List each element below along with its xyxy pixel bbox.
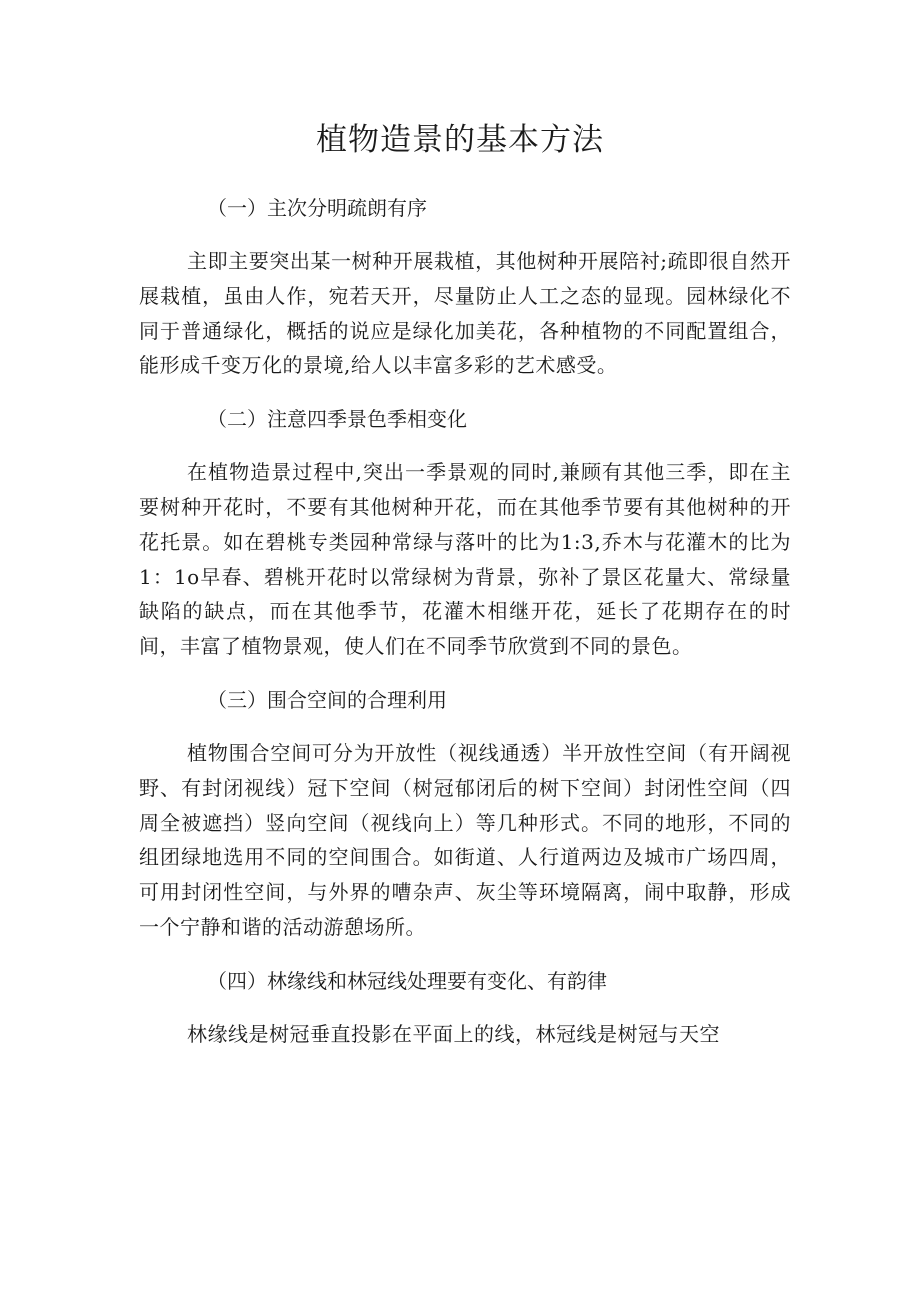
- section-heading-3: （三）围合空间的合理利用: [207, 687, 447, 712]
- section-paragraph-4: 林缘线是树冠垂直投影在平面上的线，林冠线是树冠与天空: [187, 1021, 720, 1046]
- section-heading-2: （二）注意四季景色季相变化: [207, 407, 467, 432]
- section-paragraph-3: 植物围合空间可分为开放性（视线通透）半开放性空间（有开阔视野、有封闭视线）冠下空间（树冠郁闭后的树下空间）封闭性空间（四周全被遮挡）竖向空间（视线向上）等几种形式。不同的地形，不同的组团绿地选用不同的空间围合。如街道、人行道两边及城市广场四周，可用封闭性空间，与外界的嘈杂声、灰尘等环境隔离，闹中取静，形成一个宁静和谐的活动游憩场所。: [139, 740, 791, 939]
- document-title: 植物造景的基本方法: [316, 122, 604, 158]
- section-paragraph-2: 在植物造景过程中,突出一季景观的同时,兼顾有其他三季，即在主要树种开花时，不要有其他树种开花，而在其他季节要有其他树种的开花托景。如在碧桃专类园种常绿与落叶的比为1:3,乔木与花灌木的比为1：1o早春、碧桃开花时以常绿树为背景，弥补了景区花量大、常绿量缺陷的缺点，而在其他季节，花灌木相继开花，延长了花期存在的时间，丰富了植物景观，使人们在不同季节欣赏到不同的景色。: [139, 460, 791, 659]
- section-paragraph-1: 主即主要突出某一树种开展栽植，其他树种开展陪衬;疏即很自然开展栽植，虽由人作，宛若天开，尽量防止人工之态的显现。园林绿化不同于普通绿化，概括的说应是绿化加美花，各种植物的不同配置组合，能形成千变万化的景境,给人以丰富多彩的艺术感受。: [139, 249, 791, 378]
- section-heading-4: （四）林缘线和林冠线处理要有变化、有韵律: [207, 968, 607, 993]
- section-heading-1: （一）主次分明疏朗有序: [207, 196, 427, 220]
- document-body: [139, 188, 791, 1068]
